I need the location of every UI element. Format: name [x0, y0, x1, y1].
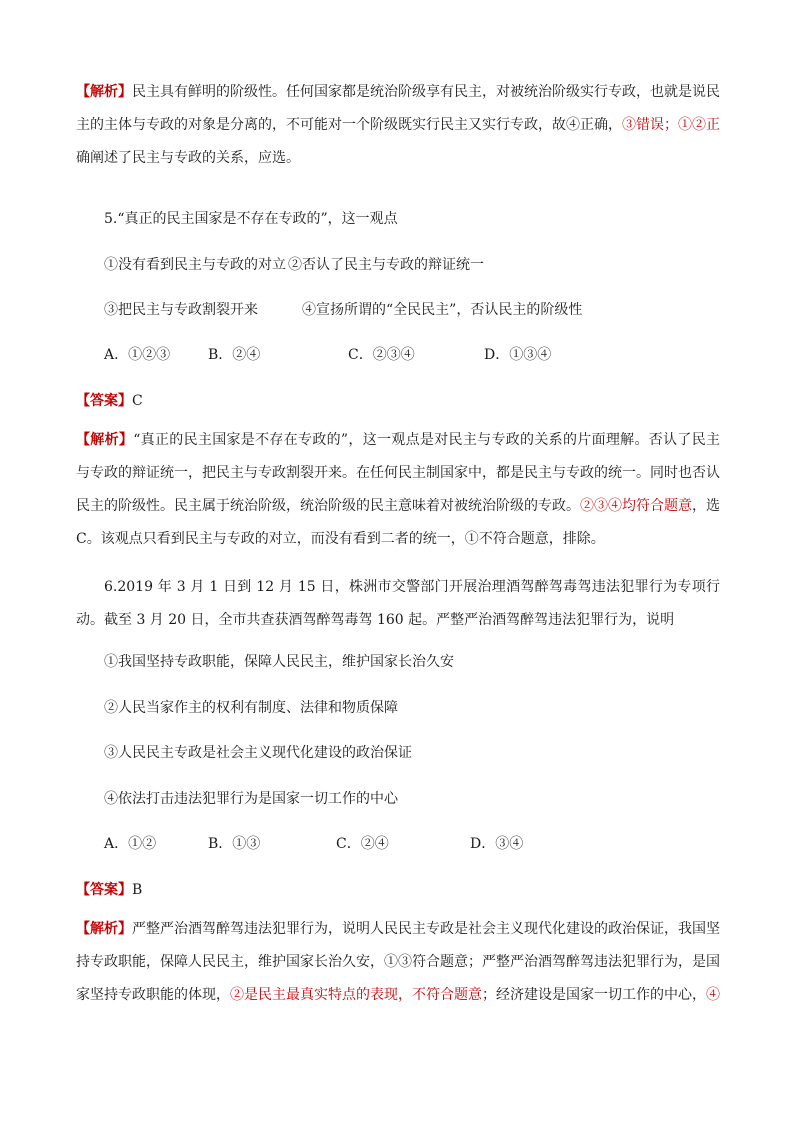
statement-2: ②人民当家作主的权利有制度、法律和物质保障 — [104, 700, 398, 716]
question-6-analysis — [76, 913, 720, 1012]
question-5-answer — [76, 391, 143, 411]
choice-b: B．①③ — [208, 836, 261, 852]
question-6-answer — [76, 880, 142, 900]
statement-1: ①没有看到民主与专政的对立 — [104, 257, 286, 273]
analysis-text: 确阐述了民主与专政的关系，应选。 — [76, 150, 300, 166]
analysis-paragraph-1 — [76, 76, 720, 175]
analysis-tag: 【解析】 — [76, 84, 132, 100]
choice-a: A．①②③ — [104, 347, 171, 363]
answer-value: C — [132, 393, 143, 409]
question-5-stem: 5.“真正的民主国家是不存在专政的”，这一观点 — [104, 211, 398, 227]
analysis-text: ，选 C。该观点只看到民主与专政的对立，而没有看到二者的统一，①不符合题意，排除。 — [76, 498, 720, 547]
statement-4: ④宣扬所谓的“全民民主”，否认民主的阶级性 — [302, 302, 583, 318]
statement-3: ③人民民主专政是社会主义现代化建设的政治保证 — [104, 745, 412, 761]
analysis-tag: 【解析】 — [76, 921, 132, 937]
statement-2: ②否认了民主与专政的辩证统一 — [288, 257, 484, 273]
choice-b: B．②④ — [208, 347, 261, 363]
question-6-stem: 6.2019 年 3 月 1 日到 12 月 15 日，株洲市交警部门开展治理酒驾醉驾毒驾违法犯罪行为专项行动。截至 3 月 20 日，全市共查获酒驾醉驾毒驾 160 起。严整严治酒驾醉驾违法犯罪行为，说明 — [76, 579, 720, 628]
statement-4: ④依法打击违法犯罪行为是国家一切工作的中心 — [104, 791, 398, 807]
answer-value: B — [132, 882, 143, 898]
choice-a: A．①② — [104, 836, 157, 852]
analysis-highlight: ②是民主最真实特点的表现，不符合题意 — [230, 987, 482, 1003]
choice-d: D．①③④ — [484, 347, 552, 363]
analysis-tag: 【解析】 — [76, 432, 134, 448]
choice-d: D．③④ — [470, 836, 524, 852]
answer-tag: 【答案】 — [76, 393, 132, 409]
analysis-highlight: ③错误；①②正 — [622, 117, 720, 133]
analysis-text: ；经济建设是国家一切工作的中心， — [482, 987, 706, 1003]
analysis-highlight: ②③④均符合题意 — [580, 498, 692, 514]
choice-c: C．②④ — [336, 836, 389, 852]
analysis-text: “真正的民主国家是不存在专政的”，这一观点是对民主与专政的关系的片面理解。否认了民主与专政的辩证统一，把民主与专政割裂开来。在任何民主制国家中，都是民主与专政的统一。同时也否认民主的阶级性。民主属于统治阶级，统治阶级的民主意味着对被统治阶级的专政。 — [76, 432, 721, 514]
answer-tag: 【答案】 — [76, 882, 132, 898]
analysis-text: 民主具有鲜明的阶级性。任何国家都是统治阶级享有民主，对被统治阶级实行专政，也就是说民主的主体与专政的对象是分离的，不可能对一个阶级既实行民主又实行专政，故④正确， — [76, 84, 720, 133]
analysis-text: 严整严治酒驾醉驾违法犯罪行为，说明人民民主专政是社会主义现代化建设的政治保证，我国坚持专政职能，保障人民民主，维护国家长治久安，①③符合题意；严整严治酒驾醉驾违法犯罪行为，是国家坚持专政职能的体现， — [76, 921, 720, 1003]
choice-c: C．②③④ — [348, 347, 415, 363]
statement-3: ③把民主与专政割裂开来 — [104, 302, 258, 318]
analysis-highlight: ④ — [706, 987, 720, 1003]
statement-1: ①我国坚持专政职能，保障人民民主，维护国家长治久安 — [104, 654, 454, 670]
question-5-analysis — [76, 424, 720, 556]
